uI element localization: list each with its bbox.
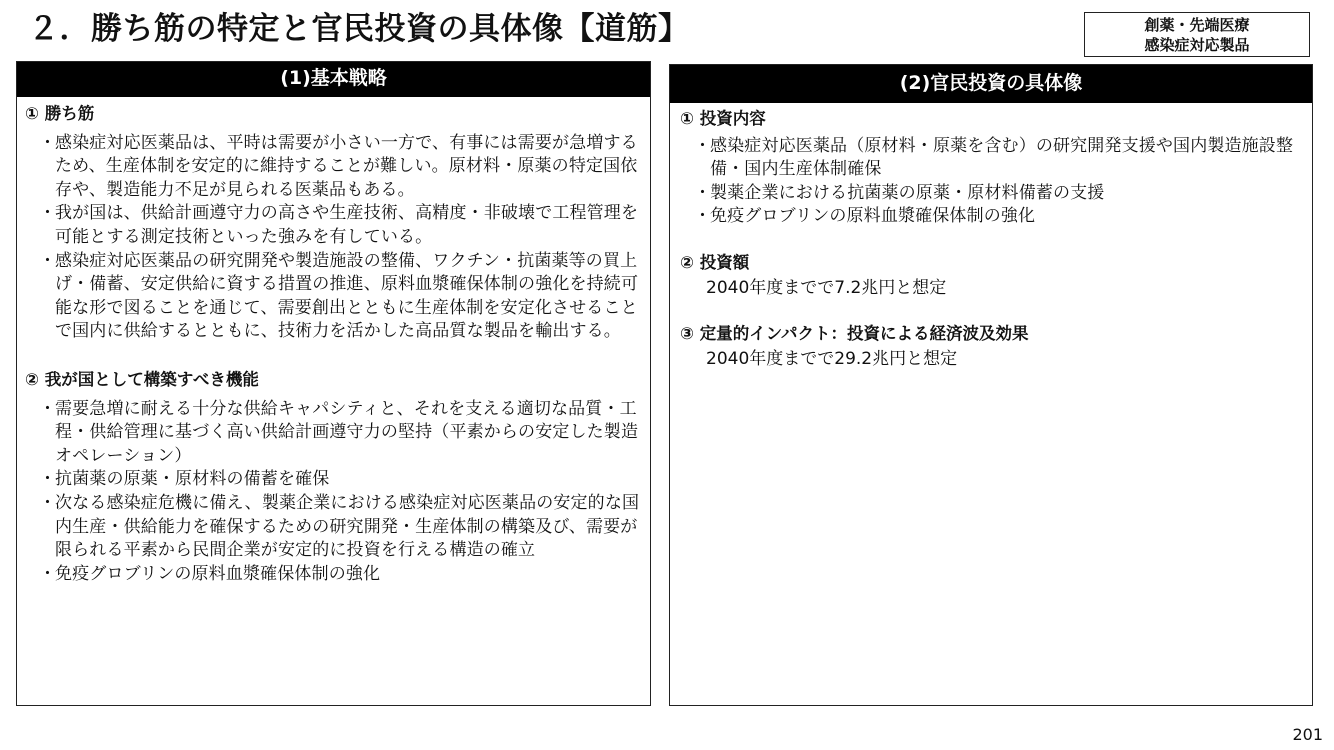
bullet-mark: ・ bbox=[39, 398, 57, 419]
list-item-text: 感染症対応医薬品の研究開発や製造施設の整備、ワクチン・抗菌薬等の買上げ・備蓄、安定供給に資する措置の推進、原料血漿確保体制の強化を持続可能な形で図ることを通じて、需要創出とともに生産体制を安定化させることで国内に供給するとともに、技術力を活かした高品質な製品を輸出する。 bbox=[55, 250, 639, 342]
list-item bbox=[680, 182, 1302, 206]
bullet-mark: ・ bbox=[39, 492, 57, 513]
investment-panel bbox=[669, 64, 1313, 706]
list-item-text: 免疫グロブリンの原料血漿確保体制の強化 bbox=[55, 563, 381, 584]
basic-strategy-header: (1)基本戦略 bbox=[17, 62, 650, 97]
list-item bbox=[25, 398, 642, 469]
list-item bbox=[680, 135, 1302, 182]
list-item bbox=[25, 250, 642, 344]
list-item bbox=[25, 492, 642, 563]
basic-strategy-body bbox=[17, 97, 650, 586]
bullet-mark: ・ bbox=[694, 182, 712, 203]
bullet-mark: ・ bbox=[39, 563, 57, 584]
investment-amount-value: 2040年度までで7.2兆円と想定 bbox=[706, 277, 947, 298]
list-item-text: 次なる感染症危機に備え、製薬企業における感染症対応医薬品の安定的な国内生産・供給能力を確保するための研究開発・生産体制の構築及び、需要が限られる平素から民間企業が安定的に投資を行える構造の確立 bbox=[55, 492, 640, 561]
functions-heading: ② 我が国として構築すべき機能 bbox=[25, 369, 259, 389]
impact-value: 2040年度までで29.2兆円と想定 bbox=[706, 348, 958, 369]
bullet-mark: ・ bbox=[694, 206, 712, 227]
basic-strategy-panel bbox=[16, 61, 651, 706]
winning-path-heading: ① 勝ち筋 bbox=[25, 104, 95, 123]
bullet-mark: ・ bbox=[39, 132, 57, 153]
category-tag-line2: 感染症対応製品 bbox=[1144, 35, 1250, 54]
bullet-mark: ・ bbox=[39, 250, 57, 271]
functions-list bbox=[25, 398, 642, 587]
impact-heading: ③ 定量的インパクト：投資による経済波及効果 bbox=[680, 324, 1029, 344]
winning-path-list bbox=[25, 132, 642, 344]
bullet-mark: ・ bbox=[694, 135, 712, 156]
list-item-text: 感染症対応医薬品は、平時は需要が小さい一方で、有事には需要が急増するため、生産体制を安定的に維持することが難しい。原材料・原薬の特定国依存や、製造能力不足が見られる医薬品もある。 bbox=[55, 132, 638, 200]
list-item bbox=[25, 132, 642, 203]
page-title: ２．勝ち筋の特定と官民投資の具体像【道筋】 bbox=[28, 11, 690, 47]
list-item-text: 製薬企業における抗菌薬の原薬・原材料備蓄の支援 bbox=[710, 182, 1105, 203]
investment-content-list bbox=[680, 135, 1302, 229]
list-item bbox=[25, 202, 642, 249]
investment-content-heading: ① 投資内容 bbox=[680, 109, 766, 128]
category-tag bbox=[1084, 12, 1310, 57]
list-item-text: 我が国は、供給計画遵守力の高さや生産技術、高精度・非破壊で工程管理を可能とする測定技術といった強みを有している。 bbox=[55, 203, 639, 247]
list-item-text: 免疫グロブリンの原料血漿確保体制の強化 bbox=[710, 206, 1036, 227]
list-item bbox=[25, 468, 642, 492]
list-item bbox=[25, 563, 642, 587]
category-tag-line1: 創薬・先端医療 bbox=[1144, 15, 1250, 34]
investment-body bbox=[670, 103, 1312, 371]
page-number: 201 bbox=[1292, 725, 1323, 744]
bullet-mark: ・ bbox=[39, 469, 57, 490]
list-item-text: 需要急増に耐える十分な供給キャパシティと、それを支える適切な品質・工程・供給管理に基づく高い供給計画遵守力の堅持（平素からの安定した製造オペレーション） bbox=[55, 398, 639, 466]
list-item bbox=[680, 205, 1302, 229]
investment-header: (2)官民投資の具体像 bbox=[670, 65, 1312, 103]
list-item-text: 抗菌薬の原薬・原材料の備蓄を確保 bbox=[55, 469, 330, 490]
investment-amount-heading: ② 投資額 bbox=[680, 252, 750, 272]
list-item-text: 感染症対応医薬品（原材料・原薬を含む）の研究開発支援や国内製造施設整備・国内生産体制確保 bbox=[710, 135, 1294, 180]
bullet-mark: ・ bbox=[39, 203, 57, 224]
